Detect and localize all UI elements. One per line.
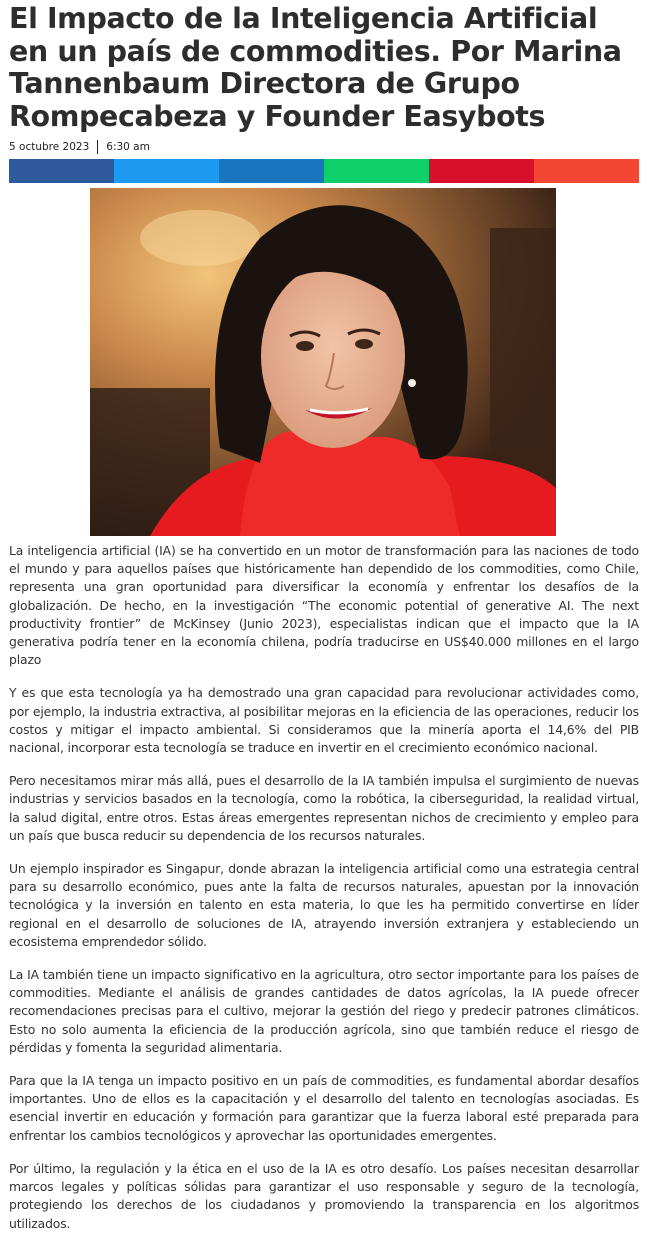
article-container: [9, 0, 639, 1248]
article-paragraph: Y es que esta tecnología ya ha demostrado una gran capacidad para revolucionar actividades como, por ejemplo, la industria extractiva, al posibilitar mejoras en la eficiencia de las operaciones, reducir los costos y mitigar el impacto ambiental. Si consideramos que la minería aporta el 14,6% del PIB nacional, incorporar esta tecnología se traduce en invertir en el crecimiento económico nacional.: [9, 685, 639, 756]
article-paragraph: La IA también tiene un impacto significativo en la agricultura, otro sector importante para los países de commodities. Mediante el análisis de grandes cantidades de datos agrícolas, la IA puede ofrecer recomendaciones precisas para el cultivo, mejorar la gestión del riego y predecir patrones climáticos. Esto no solo aumenta la eficiencia de la producción agrícola, sino que también reduce el riesgo de pérdidas y fomenta la seguridad alimentaria.: [9, 967, 639, 1055]
article-paragraph: La inteligencia artificial (IA) se ha convertido en un motor de transformación para las naciones de todo el mundo y para aquellos países que históricamente han dependido de los commodities, como Chile, representa una gran oportunidad para diversificar la economía y enfrentar los desafíos de la globalización. De hecho, en la investigación “The economic potential of generative AI. The next productivity frontier” de McKinsey (Junio 2023), especialistas indican que el impacto que la IA generativa podría tener en la economía chilena, podría traducirse en US$40.000 millones en el largo plazo: [9, 543, 639, 668]
color-stripe-segment: [219, 159, 324, 183]
article-title: El Impacto de la Inteligencia Artificial en un país de commodities. Por Marina Tannenbaum Directora de Grupo Rompecabeza y Founder Easybots: [9, 2, 622, 133]
publish-date: 5 octubre 2023: [9, 141, 90, 153]
publish-time: 6:30 am: [106, 141, 150, 153]
color-stripe-segment: [114, 159, 219, 183]
meta-divider: [97, 140, 98, 154]
article-paragraph: Para que la IA tenga un impacto positivo en un país de commodities, es fundamental abordar desafíos importantes. Uno de ellos es la capacitación y el desarrollo del talento en tecnologías asociadas. Es esencial invertir en educación y formación para garantizar que la fuerza laboral esté preparada para enfrentar los cambios tecnológicos y aprovechar las oportunidades emergentes.: [9, 1073, 639, 1143]
color-stripe-segment: [324, 159, 429, 183]
article-body: [9, 542, 639, 1233]
portrait-illustration: [90, 188, 556, 536]
color-stripe-segment: [429, 159, 534, 183]
article-paragraph: Por último, la regulación y la ética en el uso de la IA es otro desafío. Los países necesitan desarrollar marcos legales y políticas sólidas para garantizar el uso responsable y seguro de la tecnología, protegiendo los derechos de los ciudadanos y promoviendo la transparencia en los algoritmos utilizados.: [9, 1160, 639, 1231]
color-stripe-segment: [534, 159, 639, 183]
color-stripe: [9, 159, 639, 183]
article-paragraph: Un ejemplo inspirador es Singapur, donde abrazan la inteligencia artificial como una estrategia central para su desarrollo económico, pues ante la falta de recursos naturales, apuestan por la innovación tecnológica y la inversión en talento en esta materia, lo que les ha permitido convertirse en líder regional en el desarrollo de soluciones de IA, atrayendo inversión extranjera y estableciendo un ecosistema emprendedor sólido.: [9, 861, 639, 949]
article-meta: [9, 139, 639, 155]
article-paragraph: Pero necesitamos mirar más allá, pues el desarrollo de la IA también impulsa el surgimiento de nuevas industrias y servicios basados en la tecnología, como la robótica, la ciberseguridad, la realidad virtual, la salud digital, entre otros. Estas áreas emergentes representan nichos de crecimiento y empleo para un país que busca reducir su dependencia de los recursos naturales.: [9, 773, 639, 843]
author-photo: [90, 188, 556, 536]
color-stripe-segment: [9, 159, 114, 183]
